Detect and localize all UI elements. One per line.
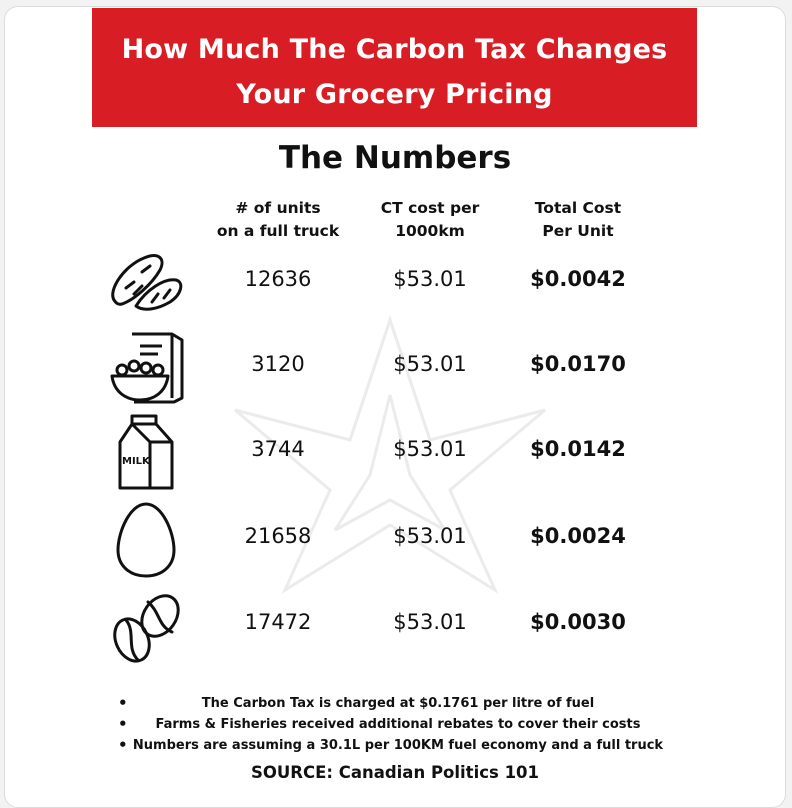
table-cell-units: 3120: [251, 352, 305, 376]
milk-carton-icon: [106, 412, 186, 492]
header-total: [498, 197, 658, 243]
source-credit: SOURCE: Canadian Politics 101: [250, 763, 540, 782]
note-text: The Carbon Tax is charged at $0.1761 per litre of fuel: [201, 696, 595, 711]
table-cell-total: $0.0024: [530, 524, 626, 548]
header-cost-line-1: CT cost per: [380, 199, 480, 217]
table-cell-cost: $53.01: [393, 267, 467, 291]
bread-icon: [106, 242, 186, 322]
cereal-icon: [106, 328, 186, 408]
note-item: [118, 714, 678, 735]
notes-list: [118, 693, 678, 756]
note-item: [118, 693, 678, 714]
bullet: •: [118, 694, 128, 712]
coffee-beans-icon: [106, 588, 186, 668]
note-text: Numbers are assuming a 30.1L per 100KM fuel economy and a full truck: [132, 738, 664, 753]
egg-icon: [106, 500, 186, 580]
section-heading: The Numbers: [278, 140, 512, 176]
header-cost-line-2: 1000km: [395, 222, 465, 240]
table-cell-cost: $53.01: [393, 524, 467, 548]
header-total-line-1: Total Cost: [534, 199, 622, 217]
table-cell-total: $0.0170: [530, 352, 626, 376]
header-cost: [350, 197, 510, 243]
header-total-line-2: Per Unit: [542, 222, 614, 240]
table-cell-units: 17472: [244, 610, 312, 634]
table-cell-cost: $53.01: [393, 610, 467, 634]
table-cell-units: 3744: [251, 437, 305, 461]
table-cell-units: 21658: [244, 524, 312, 548]
note-item: [118, 735, 678, 756]
table-cell-cost: $53.01: [393, 352, 467, 376]
header-units: [198, 197, 358, 243]
title-banner: [92, 8, 697, 127]
header-units-line-1: # of units: [235, 199, 321, 217]
banner-title-line-2: Your Grocery Pricing: [236, 79, 553, 110]
table-cell-cost: $53.01: [393, 437, 467, 461]
table-cell-units: 12636: [244, 267, 312, 291]
table-cell-total: $0.0030: [530, 610, 626, 634]
banner-title-line-1: How Much The Carbon Tax Changes: [121, 34, 668, 65]
table-cell-total: $0.0042: [530, 267, 626, 291]
carton-label: MILK: [122, 456, 150, 467]
bullet: •: [118, 736, 128, 754]
header-units-line-2: on a full truck: [216, 222, 340, 240]
table-cell-total: $0.0142: [530, 437, 626, 461]
bullet: •: [118, 715, 128, 733]
note-text: Farms & Fisheries received additional rebates to cover their costs: [155, 717, 641, 732]
